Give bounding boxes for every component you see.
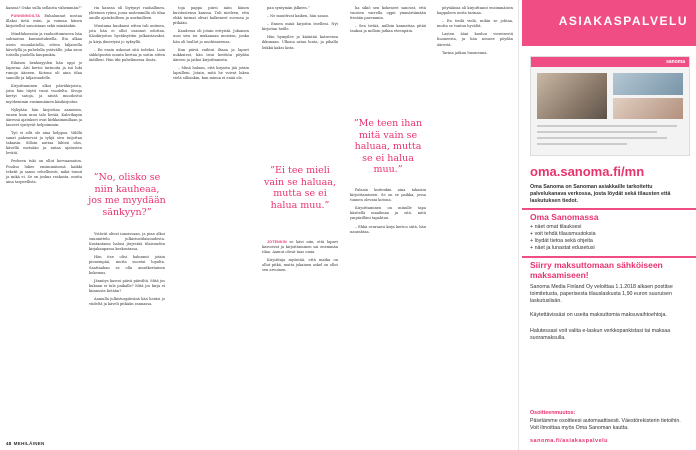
article-paragraph [89,232,165,252]
screenshot-photo-main [537,73,607,119]
screenshot-brand: sanoma [666,59,685,65]
paragraph-text: Mindfulnessiin ja rauhoittumiseen hän suhtautuu kunnioituksella. Ilta alkaa usein ruoanlaitolla, sitten hiljaisella kävelyllä ja puhelulla ystävälle, joka asuu toisella puolella kaupunkia. [6,32,82,57]
article-paragraph [89,279,165,294]
paragraph-text: – Ne muuttivat kaiken, hän sanoo. [267,14,330,19]
paragraph-text: Kaudessa oli jotain erityistä. Jokainen uusi sivu toi mukanaan muiston, jonka hän oli luullut jo unohtaneensa. [173,29,249,44]
paragraph-text: Aamulla julkistuspäivänä hän heräsi jo viideltä ja käveli pitkään rannassa. [89,297,165,307]
article-paragraph [262,35,338,50]
sidebar-list-item: + voit tehdä tilausmuutoksia [530,231,596,237]
article-column-2 [89,6,165,66]
paragraph-text: se kävi niin, että lapset kasvoivat ja kirjoittaminen sai enemmän tilaa. Aamut olivat taas omia. [262,240,338,255]
sidebar-list-item: + näet omat tilauksesi [530,224,582,230]
article-paragraph [437,32,513,47]
sidebar-list-title: Oma Sanomassa [530,212,599,222]
article-paragraph [262,258,338,273]
screenshot-topbar [531,57,689,67]
sidebar-paragraph-3: Halutessasi voit valita e-laskun verkkopankistasi tai maksaa suoramaksulla. [530,328,671,341]
pull-quote-2: ”Me teen ihan mitä vain se haluaa, mutta se ei halua muu.” [353,118,423,175]
paragraph-text: Hän hymyilee ja kääntää katseensa ikkunaan. Ulkona sataa lunta, ja pihalla leikkii kaksi lasta. [262,35,338,50]
article-paragraph [437,19,513,29]
paragraph-text: Lasten ääni kuuluu viereisestä huoneesta, ja hän nousee pöydän äärestä. [437,32,513,47]
sidebar-list-item: + näet ja lunastat edusetusi [530,245,595,251]
paragraph-text: Nykyään hän kirjoittaa aamuisin, ennen kuin muu talo herää. Kahvikupin ääressä ajatukset ovat kirkkaimmillaan ja lauseet syntyvät helpoimmin. [6,107,82,127]
paragraph-text: Eilaisen henkisyyden hän oppi jo lapsena. Äiti kertoi tarinoita ja isä luki runoja ääneen. Kotona oli aina tilaa sanoille ja hiljaisuudelle. [6,60,82,81]
article-column-5b [350,188,426,238]
sidebar-divider [522,256,696,258]
screenshot-line [537,125,677,127]
page-number: 48 [6,441,12,446]
article-paragraph [173,29,249,44]
paragraph-text: Ystävät olivat innoissaan, ja pian alkoi suunnittelu julkistustilaisuudesta. Kustantamo halusi järjestää tilaisuuden kirjakaupassa keskustassa. [89,232,165,252]
pull-quote-3: ”Ei tee mieli vain se haluaa, mutta se ei halua muu.” [263,165,336,211]
paragraph-text: Tarina jatkuu huomenna. [442,50,488,55]
article-paragraph [6,159,82,184]
paragraph-text: Perheen tuki on ollut korvaamaton. Puoliso lukee ensimmäisenä kaikki tekstit ja sanoo rehellisesti, mikä toimii ja mikä ei. Se on joskus raskasta, mutta aina tarpeellista. [6,159,82,184]
article-paragraph [6,131,82,156]
article-paragraph [89,6,165,21]
paragraph-text: Kun päivä vaihtui iltaan ja lapset nukkuivat, hän istui keittiön pöydän ääreen ja jatkoi kirjoittamista. [173,47,249,62]
article-paragraph [173,66,249,81]
screenshot-photo-2 [613,73,683,95]
pull-quote-1: ”No, oliskо se niin kauheaa, jos me myydään sänkyyn?” [88,172,166,218]
article-column-1 [6,6,82,188]
sidebar-contact-text: Päivitämme osoitteesi automaattisesti. Väestörekisterin tietoihin. Voit ilmoittaa myös Oma Sanoman kautta. [530,418,681,431]
article-paragraph [89,48,165,63]
article-paragraph [437,6,513,16]
article-paragraph [350,206,426,221]
paragraph-text: – En ensin uskonut sitä todeksi. Luin sähköpostin monta kertaa ja soitin sitten äidilleni. Hän itki puhelimessa ilosta. [89,47,165,62]
article-paragraph [89,24,165,44]
sidebar-tag: ASIAKASPALVELU [558,14,688,28]
article-paragraph [6,61,82,81]
article-paragraph [89,297,165,307]
article-paragraph [6,6,82,11]
screenshot-line [537,137,667,139]
paragraph-text: kanssa? Onko sulla sellaista vähemmän?” [6,6,82,10]
sidebar-heading-2: Siirry maksuttomaan sähköiseen maksamiseen! [530,260,663,280]
paragraph-text: – Ehkä seuraava kirja kertoo siitä, hän naurahtaa. [350,224,426,234]
sidebar-intro: Oma Sanoma on Sanoman asiakkaille tarkoitettu palvelukanava verkossa, josta löydät sekä tilausten että laskutuksen tiedot. [530,184,671,204]
article-paragraph [262,14,338,19]
paragraph-text: rin kanssa oli löytynyt rauhallinen, yhteinen rytmi, jossa molemmilla oli tilaa omille ajatuksilleen ja unelmilleen. [89,6,165,21]
article-column-5 [350,6,426,37]
paragraph-text: pan syntymän jälkeen.” [267,6,310,10]
customer-service-sidebar [522,0,696,450]
screenshot-line [537,131,657,133]
screenshot-line [537,143,627,145]
article-paragraph [262,6,338,11]
article-column-4b [262,240,338,277]
paragraph-text: Kirjoittaja myöntää, että matka on ollut pitkä, mutta jokainen askel on ollut sen arvoinen. [262,258,338,273]
paragraph-text: Muutama kuukausi sitten tuli uutinen, jota hän ei ollut osannut odottaa. Käsikirjoitus hyväksyttiin julkaistavaksi, ja kirja ilmestyisi jo syksyllä. [89,24,165,44]
page-gutter [518,0,519,450]
paragraph-text: toja pappa piirsi näin hänen kuvitustensa kanssa. Tuli mieleen, että ehkä tarinat olivat kulkeneet suvussa jo pitkään. [173,6,249,26]
paragraph-text: Kirjoittaminen alkoi päiväkirjoista, joita hän täytti vuosi vuodelta. Sivuja kertyi satoja, ja niistä muodostui myöhemmin ensimmäinen käsikirjoitus. [6,84,82,104]
article-column-3 [173,6,249,84]
article-paragraph [350,188,426,203]
paragraph-text: – En tiedä vielä, mihin se johtaa, mutta se tuntuu hyvältä. [437,19,513,29]
screenshot-photo-3 [613,98,683,119]
paragraph-text: Enhalunnut nostaa illaksi tietä esiin, ja voimaa hänen kirjoitellut sanoistaan sekä minäänkin. [6,14,82,29]
article-column-2b [89,232,165,310]
article-paragraph [173,6,249,26]
paragraph-text: Työ ei silti ole aina helppoa. Välillä sanat pakenevat ja tyhjä sivu tuijottaa takaisin. Silloin auttaa lähteä ulos, kävellä metsään ja antaa ajatusten levätä. [6,130,82,156]
article-paragraph [6,108,82,128]
article-paragraph [173,48,249,63]
sidebar-paragraph-2: Käytettävissäsi on useita maksuttomia maksuvaihtoehtoja. [530,312,667,318]
article-column-6 [437,6,513,59]
article-paragraph [6,84,82,104]
oma-sanoma-screenshot [530,56,690,156]
article-paragraph [6,32,82,57]
sidebar-benefits-list [530,224,690,252]
sidebar-divider [522,208,696,210]
article-paragraph [350,6,426,21]
sidebar-paragraph-1: Sanoma Media Finland Oy veloittaa 1.1.2018 alkaen postitse toimitetusta, paperisesta tilauslaskusta 1,90 euron suuruisen laskutuslisän. [530,284,673,304]
article-paragraph [262,22,338,32]
paragraph-text: Hän itse olisi halunnut jotain pienempää, mutta suostui lopulta. Saattaahan se olla ainutkertainen kokemus. [89,255,165,275]
sidebar-contact-title: Osoitteenmuutos: [530,410,576,416]
subheading: PUNNINNOILTA [11,14,45,19]
paragraph-text: Jännitys kasvoi päivä päivältä. Mitä jos kukaan ei tule paikalle? Mitä jos kirja ei kiinnosta ketään? [89,278,165,293]
magazine-name: MEHILÄINEN [13,441,45,446]
paragraph-text: – Ennen minä kirjoitin itselleni. Nyt kirjoitan heille. [262,22,338,32]
page-footer [6,441,45,446]
paragraph-text: – Minä haluan, että kirjasta jää jotain lapsilleni. Jotain, mitä he voivat lukea vielä silloinkin, kun minua ei enää ole. [173,65,249,81]
paragraph-text: Palasin kuitenkin aina takaisin kirjoittamiseen. Se on se paikka, jossa tunnen olevani kotona. [350,188,426,203]
paragraph-text: ha sikiö sen kokeneet sanovat, että vuosien varrella oppii ymmärtämään itseään paremmin. [350,6,426,21]
paragraph-text: – Sen tietää, milloin kannattaa pitää taukoa ja milloin jatkaa eteenpäin. [350,24,426,34]
paragraph-text: Kirjoittaminen on minulle tapa käsitellä maailmaa ja sitä, mitä ympärilläni tapahtuu. [350,206,426,221]
article-paragraph [350,225,426,235]
sidebar-list-item: + löydät tietoa sekä ohjeita [530,238,593,244]
article-column-4 [262,6,338,54]
subheading: JOTENKIN [267,240,290,244]
paragraph-text: pöytäänsa oli kirjoittanut ensimmäisen kappaleen uutta tarinaa. [437,6,513,16]
article-paragraph [89,255,165,275]
article-paragraph [6,14,82,29]
oma-sanoma-url[interactable]: oma.sanoma.fi/mn [530,164,645,179]
article-paragraph [262,240,338,255]
article-paragraph [437,51,513,56]
sidebar-header [522,0,696,46]
article-paragraph [350,24,426,34]
sidebar-footer[interactable]: sanoma.fi/asiakaspalvelu [530,438,609,444]
